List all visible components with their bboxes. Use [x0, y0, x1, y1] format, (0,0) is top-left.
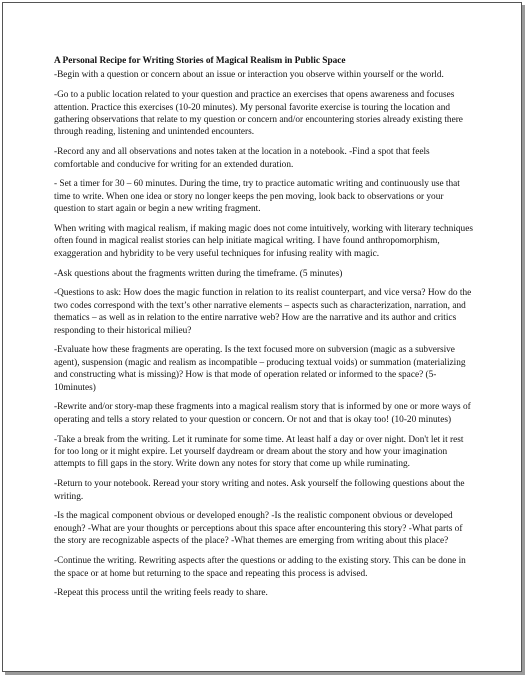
paragraph-repeat-process: -Repeat this process until the writing feels ready to share.: [54, 588, 268, 599]
paragraph-evaluate-fragments: -Evaluate how these fragments are operating. Is the text focused more on subversion (magic as a subversive agent), suspension (magic and realism as incompatible – producing textual voids) or summation (materializing and constructing what is missing)? How is that mode of operation related or informed to the space? (5-10minutes): [54, 345, 466, 393]
paragraph-continue-writing: -Continue the writing. Rewriting aspects after the questions or adding to the existing story. This can be done in the space or at home but returning to the space and repeating this process is advised.: [54, 556, 466, 579]
document-body: [54, 55, 475, 607]
paragraph-rewrite-story-map: -Rewrite and/or story-map these fragments into a magical realism story that is informed by one or more ways of operating and tells a story related to your question or concern. Or not and that is okay too! (10-20 minutes): [54, 402, 471, 425]
paragraph-magical-realism-techniques: When writing with magical realism, if making magic does not come intuitively, working with literary techniques often found in magical realist stories can help initiate magical writing. I have found anthropomorphism, exaggeration and hybridity to be very useful techniques for infusing reality with magic.: [54, 224, 473, 259]
paragraph-reflection-questions: -Is the magical component obvious or developed enough? -Is the realistic component obvious or developed enough? -What are your thoughts or perceptions about this space after encountering this story? -What parts of the story are recognizable aspects of the place? -What themes are emerging from writing about this place?: [54, 511, 463, 547]
paragraph-public-location: -Go to a public location related to your question and practice an exercises that opens awareness and focuses attention. Practice this exercises (10-20 minutes). My personal favorite exercise is touring the location and gathering observations that relate to my question or concern and/or encountering stories already existing there through reading, listening and unintended encounters.: [54, 90, 463, 138]
paragraph-begin: -Begin with a question or concern about an issue or interaction you observe within yourself or the world.: [54, 70, 444, 81]
paragraph-set-timer: - Set a timer for 30 – 60 minutes. During the time, try to practice automatic writing and continuously use that time to write. When one idea or story no longer keeps the pen moving, look back to observations or your question to start again or begin a new writing fragment.: [54, 179, 460, 215]
paragraph-record-observations: -Record any and all observations and notes taken at the location in a notebook. -Find a spot that feels comfortable and conducive for writing for an extended duration.: [54, 147, 430, 170]
paragraph-ask-questions: -Ask questions about the fragments written during the timeframe. (5 minutes): [54, 268, 343, 279]
paragraph-questions-to-ask: -Questions to ask: How does the magic function in relation to its realist counterpart, and vice versa? How do the two codes correspond with the text’s other narrative elements – aspects such as characterization, narration, and thematics – as well as in relation to the entire narrative web? How are the narrative and its author and critics responding to their historical milieu?: [54, 288, 472, 336]
page-frame: [2, 2, 522, 672]
document-title: A Personal Recipe for Writing Stories of Magical Realism in Public Space: [54, 56, 346, 66]
paragraph-take-break: -Take a break from the writing. Let it ruminate for some time. At least half a day or over night. Don't let it rest for too long or it might expire. Let yourself daydream or dream about the story and how your imagination attempts to fill gaps in the story. Write down any notes for story that come up while ruminating.: [54, 434, 464, 470]
paragraph-return-to-notebook: -Return to your notebook. Reread your story writing and notes. Ask yourself the following questions about the writing.: [54, 479, 465, 502]
